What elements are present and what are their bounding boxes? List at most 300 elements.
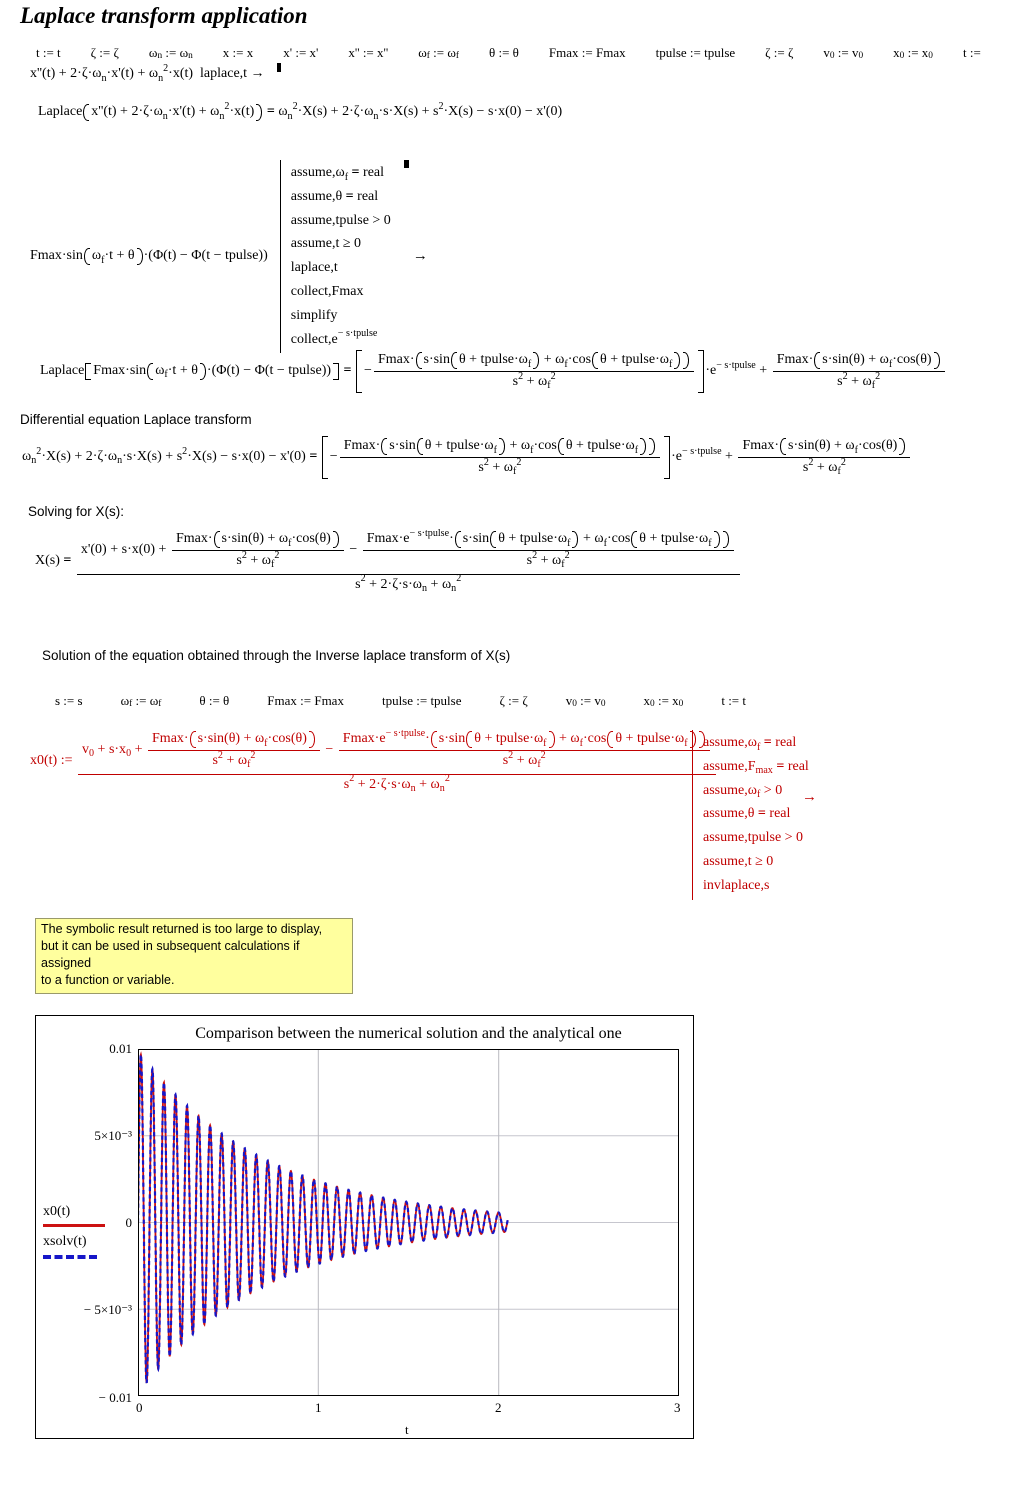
math-token: 0	[928, 51, 933, 62]
math-token: ω	[120, 693, 130, 708]
text-solution-label[interactable]: Solution of the equation obtained through the Inverse laplace transform of X(s)	[42, 648, 511, 663]
math-item	[418, 45, 459, 61]
evaluate-arrow-red: →	[802, 789, 817, 805]
math-token: f	[888, 358, 893, 370]
math-token: := ω	[132, 693, 159, 708]
math-token: ·cos(θ)	[267, 731, 307, 746]
math-fraction	[374, 350, 694, 393]
math-token: assume,tpulse > 0	[703, 830, 804, 846]
math-item	[721, 693, 746, 709]
math-token: s·sin(θ) + ω	[822, 352, 889, 367]
math-token: f	[684, 737, 688, 749]
math-token: 0	[572, 699, 577, 710]
math-token: assume,F	[703, 758, 756, 774]
math-token: + ω	[415, 776, 440, 792]
math-token: x	[893, 45, 900, 60]
math-group	[322, 436, 670, 479]
math-token: n	[158, 72, 164, 84]
math-token: 2	[444, 773, 450, 785]
math-token: assume,θ	[703, 806, 758, 822]
math-token: θ := θ	[199, 693, 230, 708]
math-token: s·sin(θ) + ω	[221, 531, 289, 546]
math-token: 0	[678, 699, 684, 710]
math-token: x := x	[222, 45, 254, 60]
math-item	[291, 284, 391, 301]
math-fraction	[340, 436, 660, 479]
math-token: t :=	[962, 45, 981, 60]
math-token: f	[561, 559, 565, 571]
math-item	[703, 735, 809, 752]
math-token: θ + tpulse·ω	[615, 731, 685, 746]
text-differential-label[interactable]: Differential equation Laplace transform	[20, 412, 252, 427]
math-token: θ + tpulse·ω	[458, 352, 528, 367]
math-item	[963, 45, 981, 61]
math-token: n	[162, 110, 168, 122]
page-title: Laplace transform application	[20, 3, 308, 28]
math-token: 0	[650, 699, 655, 710]
math-token: n	[422, 583, 428, 595]
math-token: ·(Φ(t) − Φ(t − tpulse))	[143, 248, 268, 264]
math-token: =	[757, 806, 766, 822]
math-token: collect,e	[290, 331, 338, 347]
math-token: tpulse := tpulse	[655, 45, 736, 60]
math-token: ζ := ζ	[765, 45, 794, 60]
math-token: =	[305, 448, 321, 464]
math-token: ·X(s) − s·x(0) − x'(0)	[187, 448, 306, 464]
math-token: n	[219, 110, 225, 122]
math-token: ω	[22, 448, 32, 464]
math-token: f	[493, 444, 497, 456]
math-token: θ := θ	[489, 45, 519, 60]
math-token: v	[565, 693, 573, 708]
math-token: 2	[349, 773, 355, 785]
math-group	[416, 352, 690, 369]
xtick-1: 1	[315, 1400, 322, 1415]
math-token: f	[129, 699, 133, 710]
math-token: f	[530, 444, 534, 456]
math-token: ·e	[671, 448, 682, 464]
math-token: 2	[540, 749, 546, 761]
math-token: + ω	[246, 552, 271, 568]
math-token: invlaplace,s	[703, 877, 770, 893]
math-token: ·cos(θ)	[291, 531, 331, 546]
math-token: + ω	[579, 531, 604, 546]
math-token: + ω	[513, 752, 538, 768]
math-token: ·cos	[567, 352, 592, 367]
math-token: Fmax·	[377, 352, 415, 367]
math-token: n	[117, 455, 123, 467]
math-token	[386, 728, 426, 740]
math-fraction	[773, 350, 945, 393]
math-token: x0(t) :=	[30, 752, 76, 768]
math-token	[716, 360, 756, 372]
keyword-list-pulse	[280, 160, 401, 353]
math-token: := ω	[429, 45, 456, 60]
edit-cursor-marker	[404, 160, 409, 168]
math-item	[348, 45, 388, 61]
note-box	[35, 918, 353, 994]
math-item	[290, 328, 391, 349]
math-token	[338, 328, 378, 340]
math-token: Fmax·	[175, 531, 213, 546]
math-token: f	[288, 537, 292, 549]
math-token: X(s)	[35, 552, 60, 568]
math-token: f	[564, 358, 568, 370]
math-token: − s·tpulse	[385, 727, 426, 739]
math-token: ·	[449, 531, 454, 546]
math-token: 0	[829, 51, 835, 62]
note-line-1: The symbolic result returned is too large to display,	[41, 922, 323, 936]
math-token: ·s·X(s) + s	[122, 448, 183, 464]
math-token: 2	[438, 100, 444, 112]
math-token: s·sin	[389, 438, 416, 453]
math-token: θ + tpulse·ω	[424, 438, 494, 453]
math-token: f	[579, 737, 584, 749]
math-token: θ + tpulse·ω	[600, 352, 669, 367]
math-item	[291, 308, 391, 325]
math-token: n	[451, 583, 457, 595]
math-token: 0	[600, 699, 606, 710]
equation-laplace-pulse-result[interactable]	[40, 350, 947, 393]
math-token: +	[755, 362, 771, 378]
math-token: s	[526, 552, 533, 568]
math-item	[223, 45, 253, 61]
math-group	[451, 352, 539, 369]
math-token: f	[513, 466, 517, 478]
equation-operator-input[interactable]	[30, 62, 265, 84]
math-token	[682, 446, 722, 458]
math-token: Laplace	[40, 362, 85, 378]
math-token: Fmax·	[776, 352, 814, 367]
math-item	[149, 45, 193, 61]
math-token: f	[871, 380, 876, 392]
math-item	[656, 45, 736, 61]
math-item	[291, 213, 391, 230]
math-group	[631, 531, 719, 548]
math-token: ·	[425, 731, 430, 746]
math-token: s	[355, 576, 361, 592]
xtick-3: 3	[674, 1400, 681, 1415]
math-token: − s·tpulse	[337, 328, 378, 340]
math-token: s	[236, 552, 242, 568]
math-token: f	[603, 537, 607, 549]
math-item	[121, 693, 162, 709]
math-group	[558, 438, 646, 455]
math-token: 2	[508, 749, 514, 761]
math-token: Fmax·	[152, 731, 189, 746]
math-item	[500, 693, 528, 709]
math-token: ·cos	[583, 731, 607, 746]
math-token: f	[547, 380, 551, 392]
math-token: + ω	[427, 576, 452, 592]
math-group	[83, 100, 262, 122]
math-item	[703, 878, 809, 895]
math-token: > 0	[760, 782, 783, 798]
math-token: assume,ω	[703, 735, 757, 750]
math-token: assume,t ≥ 0	[703, 853, 774, 869]
math-group	[214, 531, 339, 548]
math-token: Fmax·sin	[93, 362, 147, 378]
math-fraction	[77, 527, 740, 595]
math-token: θ + tpulse·ω	[565, 438, 635, 453]
math-group	[85, 363, 339, 380]
math-group	[417, 438, 505, 455]
math-token: + 2·ζ·s·ω	[354, 776, 411, 792]
math-token: ·X(s) + 2·ζ·ω	[297, 104, 374, 119]
math-token: f	[247, 759, 251, 771]
math-token: f	[527, 358, 532, 370]
math-token: + ω	[537, 552, 562, 568]
math-token: real	[765, 806, 791, 822]
math-token: 2	[808, 456, 814, 468]
math-token: Fmax·	[343, 438, 381, 453]
math-item	[291, 236, 391, 253]
definitions-row-1[interactable]	[36, 45, 981, 61]
math-token: =	[59, 552, 75, 568]
math-token: 2	[842, 370, 848, 382]
math-item	[703, 806, 809, 823]
math-item	[489, 45, 519, 61]
math-token: f	[158, 699, 162, 710]
math-token: + s·x	[94, 741, 127, 757]
math-token: Laplace	[38, 104, 83, 119]
math-token: assume,ω	[703, 782, 757, 798]
math-token: ·x(t)	[229, 104, 255, 119]
math-token: ·X(s) + 2·ζ·ω	[41, 448, 118, 464]
keyword-list-x0[interactable]	[692, 730, 819, 900]
math-token: ω	[155, 362, 165, 378]
math-token: ω	[418, 45, 427, 60]
math-token: x''(t) + 2·ζ·ω	[30, 66, 102, 81]
math-group	[381, 438, 655, 455]
math-token: − s·tpulse	[681, 445, 722, 457]
math-token: +	[131, 741, 147, 757]
math-token: + ω	[555, 731, 580, 746]
math-token: f	[101, 254, 105, 266]
math-token: + ω	[488, 459, 513, 475]
math-token: 0	[126, 748, 132, 760]
math-token: s	[802, 459, 809, 475]
math-fraction	[148, 729, 320, 772]
chart-title: Comparison between the numerical solution and the analytical one	[195, 1025, 622, 1042]
math-item	[283, 45, 318, 61]
math-token: 2	[516, 456, 522, 468]
evaluate-arrow: →	[412, 248, 428, 265]
math-token: s	[212, 752, 218, 768]
math-token: Fmax := Fmax	[548, 45, 626, 60]
math-token: s·sin	[462, 531, 490, 546]
equation-x0-definition[interactable]	[30, 727, 718, 795]
math-token: real	[771, 735, 797, 750]
text-solving-label[interactable]: Solving for X(s):	[28, 504, 125, 519]
math-token: Fmax·e	[366, 531, 410, 546]
math-token: 2	[456, 573, 462, 585]
math-token: f	[426, 51, 430, 62]
math-token: + ω	[222, 752, 248, 768]
math-token: f	[567, 537, 571, 549]
math-token: 2	[840, 456, 846, 468]
math-item	[549, 45, 626, 61]
ytick-5e-3: 5×10⁻³	[94, 1128, 132, 1143]
math-token: ζ := ζ	[90, 45, 119, 60]
math-token: real	[784, 758, 809, 774]
math-token: s·sin(θ) + ω	[197, 731, 265, 746]
equation-Xs[interactable]	[35, 527, 742, 595]
math-token: ·x'(t) + ω	[167, 104, 220, 119]
math-token: assume,ω	[290, 165, 345, 180]
math-token: − s·tpulse	[716, 359, 756, 371]
math-token: 0	[89, 748, 95, 760]
note-line-2: but it can be used in subsequent calculations if assigned	[41, 939, 300, 970]
math-token: f	[537, 759, 541, 771]
math-token: assume,t ≥ 0	[290, 236, 362, 252]
math-token: ·cos(θ)	[892, 352, 932, 367]
math-token: real	[353, 188, 379, 204]
math-token: 2	[36, 445, 42, 457]
math-token: θ + tpulse·ω	[474, 731, 544, 746]
xtick-2: 2	[495, 1400, 502, 1415]
math-token: n	[287, 110, 293, 122]
math-token: ·x'(t) + ω	[106, 66, 159, 81]
math-token: 2	[518, 370, 524, 382]
math-token: 2	[550, 370, 556, 382]
math-token: f	[455, 51, 460, 62]
math-token: 2	[564, 549, 570, 561]
math-group	[455, 531, 729, 548]
math-fraction	[339, 729, 710, 772]
math-item	[267, 693, 344, 709]
legend-label-x0: x0(t)	[43, 1204, 71, 1219]
note-line-3: to a function or variable.	[41, 973, 175, 987]
math-token: laplace,t	[290, 260, 338, 276]
math-token: 2	[250, 749, 256, 761]
math-token: 2	[875, 370, 881, 382]
math-token: ω	[91, 248, 102, 264]
math-token: x' := x'	[283, 45, 319, 60]
math-token: assume,θ	[290, 188, 346, 204]
math-group	[147, 363, 206, 380]
math-token: ·cos(θ)	[857, 438, 898, 453]
math-token: + ω	[523, 373, 548, 389]
math-token: ·(Φ(t) − Φ(t − tpulse))	[206, 362, 332, 378]
math-token: n	[101, 72, 107, 84]
math-item	[199, 693, 229, 709]
math-token: n	[410, 783, 416, 795]
ytick-zero: 0	[125, 1215, 132, 1230]
math-token: s := s	[55, 693, 83, 708]
xtick-0: 0	[136, 1400, 143, 1415]
math-item	[644, 693, 684, 709]
math-token: n	[373, 110, 379, 122]
math-token: 2	[360, 573, 366, 585]
math-token: −	[329, 448, 338, 464]
math-token: Fmax·sin	[30, 248, 83, 264]
definitions-row-2[interactable]	[55, 693, 746, 709]
math-token: f	[344, 171, 349, 183]
math-token: x''(t) + 2·ζ·ω	[91, 104, 163, 119]
edit-cursor-marker	[277, 63, 281, 72]
math-item	[291, 189, 391, 206]
math-fraction	[738, 436, 910, 479]
math-item	[566, 693, 606, 709]
math-item	[703, 759, 809, 776]
trace-xsolv	[138, 1055, 508, 1383]
math-token: ζ := ζ	[499, 693, 528, 708]
math-token: ·t + θ	[104, 248, 135, 264]
math-token: 0	[899, 51, 905, 62]
equation-diff-laplace[interactable]	[22, 436, 912, 479]
chart-legend	[43, 1204, 105, 1259]
math-token: s	[512, 373, 519, 389]
math-token: 2	[217, 749, 223, 761]
math-item	[893, 45, 933, 61]
math-token: f	[543, 737, 547, 749]
math-token: ·t + θ	[167, 362, 198, 378]
math-token: f	[264, 737, 268, 749]
math-token: real	[359, 165, 385, 180]
math-token: tpulse := tpulse	[381, 693, 462, 708]
math-item	[703, 830, 809, 847]
equation-laplace-identity[interactable]	[38, 100, 563, 122]
math-token: Fmax := Fmax	[267, 693, 344, 708]
ytick-0.01: 0.01	[109, 1041, 132, 1056]
math-token: θ + tpulse·ω	[498, 531, 568, 546]
math-token: s·sin	[423, 352, 450, 367]
math-item	[91, 45, 119, 61]
math-token: Fmax·e	[342, 731, 386, 746]
math-token: + 2·ζ·s·ω	[365, 576, 422, 592]
math-token: collect,Fmax	[290, 283, 364, 299]
math-token: −	[345, 541, 361, 557]
math-token: v	[82, 741, 89, 757]
math-token: s·sin	[438, 731, 466, 746]
math-group	[780, 438, 905, 455]
x-axis-label: t	[405, 1422, 409, 1437]
math-fraction	[172, 529, 344, 572]
math-token: ·cos	[606, 531, 631, 546]
math-group	[466, 731, 554, 748]
math-token: −	[364, 362, 372, 378]
math-item	[36, 45, 61, 61]
math-token: s·sin(θ) + ω	[788, 438, 855, 453]
math-item	[823, 45, 863, 61]
math-token: := v	[576, 693, 601, 708]
math-token: := x	[654, 693, 679, 708]
math-token: ·x(t) laplace,t →	[168, 66, 265, 81]
math-group	[190, 731, 315, 748]
math-token: f	[756, 741, 761, 753]
math-token: := ω	[162, 45, 189, 60]
math-token: ·cos	[533, 438, 557, 453]
chart-region[interactable]	[35, 1015, 694, 1439]
math-token: f	[708, 537, 712, 549]
math-token: −	[321, 741, 337, 757]
math-token: 2	[241, 549, 247, 561]
math-token: 2	[182, 445, 188, 457]
math-token: + ω	[540, 352, 565, 367]
math-token: n	[439, 783, 445, 795]
math-token: max	[755, 765, 773, 777]
math-token: s	[502, 752, 509, 768]
math-token: := v	[834, 45, 859, 60]
math-token: f	[854, 444, 858, 456]
equation-pulse-region[interactable]	[30, 160, 428, 353]
math-token: =	[776, 758, 785, 774]
math-token: 2	[274, 549, 280, 561]
equation-pulse-expression	[30, 248, 268, 265]
math-item	[703, 783, 809, 800]
math-token: n	[157, 51, 163, 62]
